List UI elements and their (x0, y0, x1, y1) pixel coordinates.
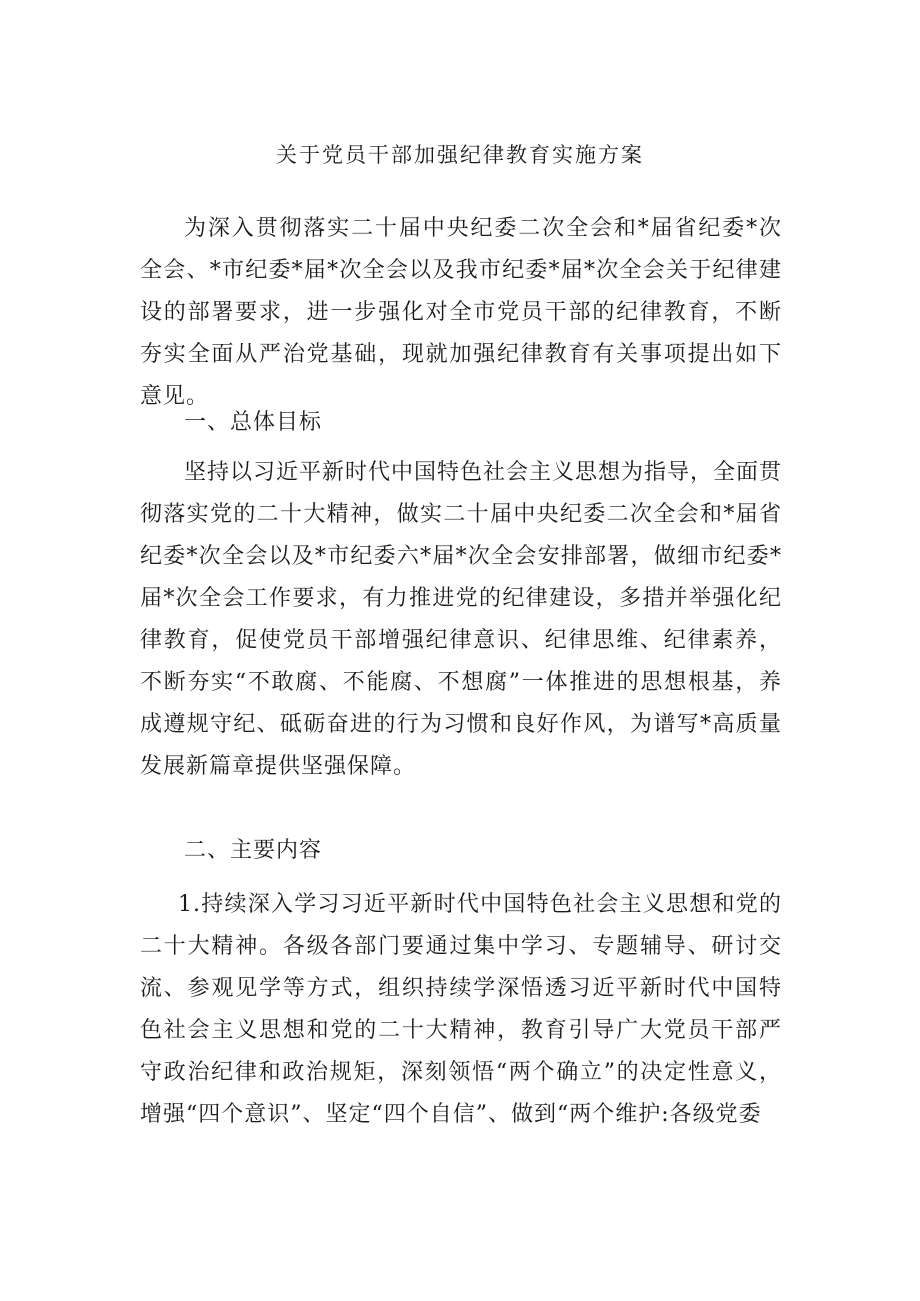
intro-paragraph: 为深入贯彻落实二十届中央纪委二次全会和*届省纪委*次全会、*市纪委*届*次全会以及我市纪委*届*次全会关于纪律建设的部署要求，进一步强化对全市党员干部的纪律教育，不断夯实全面从严治党基础，现就加强纪律教育有关事项提出如下意见。 (140, 216, 782, 409)
intro-block (140, 208, 782, 418)
section-1-block (140, 402, 782, 444)
document-title: 关于党员干部加强纪律教育实施方案 (276, 143, 644, 167)
section-2-block (140, 830, 782, 872)
section-1-paragraph: 坚持以习近平新时代中国特色社会主义思想为指导，全面贯彻落实党的二十大精神，做实二十届中央纪委二次全会和*届省纪委*次全会以及*市纪委六*届*次全会安排部署，做细市纪委*届*次全会工作要求，有力推进党的纪律建设，多措并举强化纪律教育，促使党员干部增强纪律意识、纪律思维、纪律素养，不断夯实“不敢腐、不能腐、不想腐”一体推进的思想根基，养成遵规守纪、砥砺奋进的行为习惯和良好作风，为谱写*高质量发展新篇章提供坚强保障。 (140, 460, 783, 779)
section-1-heading: 一、总体目标 (184, 410, 323, 435)
section-2-item-1-block (140, 884, 782, 1136)
section-1-body-block (140, 452, 782, 788)
section-2-heading: 二、主要内容 (184, 838, 323, 863)
section-2-item-1-paragraph: 1.持续深入学习习近平新时代中国特色社会主义思想和党的二十大精神。各级各部门要通过集中学习、专题辅导、研讨交流、参观见学等方式，组织持续学深悟透习近平新时代中国特色社会主义思想和党的二十大精神，教育引导广大党员干部严守政治纪律和政治规矩，深刻领悟“两个确立”的决定性意义，增强“四个意识”、坚定“四个自信”、做到“两个维护:各级党委 (140, 892, 782, 1127)
